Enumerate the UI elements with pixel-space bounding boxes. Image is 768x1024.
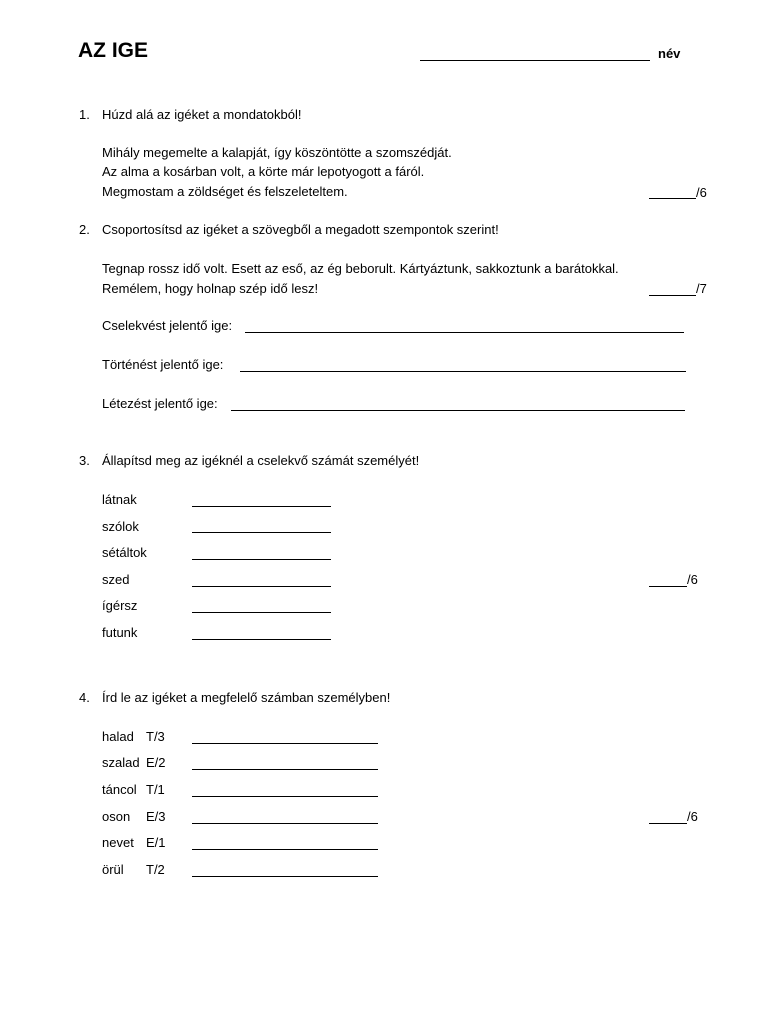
verb-word: táncol [102,782,137,797]
verb-form: E/1 [146,835,166,850]
task-1-line: Mihály megemelte a kalapját, így köszöntötte a szomszédját. [102,145,452,160]
task-1-line: Az alma a kosárban volt, a körte már lepotyogott a fáról. [102,164,425,179]
task-4-number: 4. [79,690,90,705]
verb-word: szed [102,572,130,587]
task-4-score: /6 [687,809,698,824]
verb-word: ígérsz [102,598,138,613]
task-2-number: 2. [79,222,90,237]
task-1-score: /6 [696,185,707,200]
name-label: név [658,46,681,61]
task-2-line: Remélem, hogy holnap szép idő lesz! [102,281,319,296]
verb-word: örül [102,862,124,877]
field-label-existence: Létezést jelentő ige: [102,396,218,411]
verb-word: nevet [102,835,134,850]
task-2-instruction: Csoportosítsd az igéket a szövegből a megadott szempontok szerint! [102,222,499,237]
verb-word: futunk [102,625,138,640]
task-3-instruction: Állapítsd meg az igéknél a cselekvő számát személyét! [102,453,420,468]
task-1-score-blank[interactable] [649,198,696,199]
task-3-number: 3. [79,453,90,468]
field-label-event: Történést jelentő ige: [102,357,224,372]
verb-answer-blank[interactable] [192,769,378,770]
verb-word: sétáltok [102,545,147,560]
field-blank-existence[interactable] [231,410,685,411]
field-blank-event[interactable] [240,371,686,372]
field-blank-action[interactable] [245,332,684,333]
verb-answer-blank[interactable] [192,823,378,824]
task-3-score-blank[interactable] [649,586,687,587]
verb-answer-blank[interactable] [192,559,331,560]
verb-answer-blank[interactable] [192,876,378,877]
name-blank[interactable] [420,60,650,61]
verb-answer-blank[interactable] [192,849,378,850]
verb-word: szalad [102,755,140,770]
task-2-score: /7 [696,281,707,296]
verb-form: T/3 [146,729,165,744]
task-1-line: Megmostam a zöldséget és felszeleteltem. [102,184,348,199]
task-2-score-blank[interactable] [649,295,696,296]
field-label-action: Cselekvést jelentő ige: [102,318,233,333]
verb-form: T/2 [146,862,165,877]
task-3-score: /6 [687,572,698,587]
verb-form: T/1 [146,782,165,797]
verb-answer-blank[interactable] [192,612,331,613]
page-title: AZ IGE [78,39,149,62]
verb-answer-blank[interactable] [192,796,378,797]
task-4-score-blank[interactable] [649,823,687,824]
verb-answer-blank[interactable] [192,743,378,744]
task-1-number: 1. [79,107,90,122]
verb-word: szólok [102,519,139,534]
task-2-line: Tegnap rossz idő volt. Esett az eső, az ég beborult. Kártyáztunk, sakkoztunk a barátokkal. [102,261,619,276]
verb-word: oson [102,809,131,824]
verb-word: látnak [102,492,137,507]
verb-form: E/3 [146,809,166,824]
verb-answer-blank[interactable] [192,532,331,533]
verb-word: halad [102,729,134,744]
verb-answer-blank[interactable] [192,639,331,640]
verb-answer-blank[interactable] [192,506,331,507]
verb-answer-blank[interactable] [192,586,331,587]
task-1-instruction: Húzd alá az igéket a mondatokból! [102,107,302,122]
verb-form: E/2 [146,755,166,770]
task-4-instruction: Írd le az igéket a megfelelő számban személyben! [102,690,391,705]
